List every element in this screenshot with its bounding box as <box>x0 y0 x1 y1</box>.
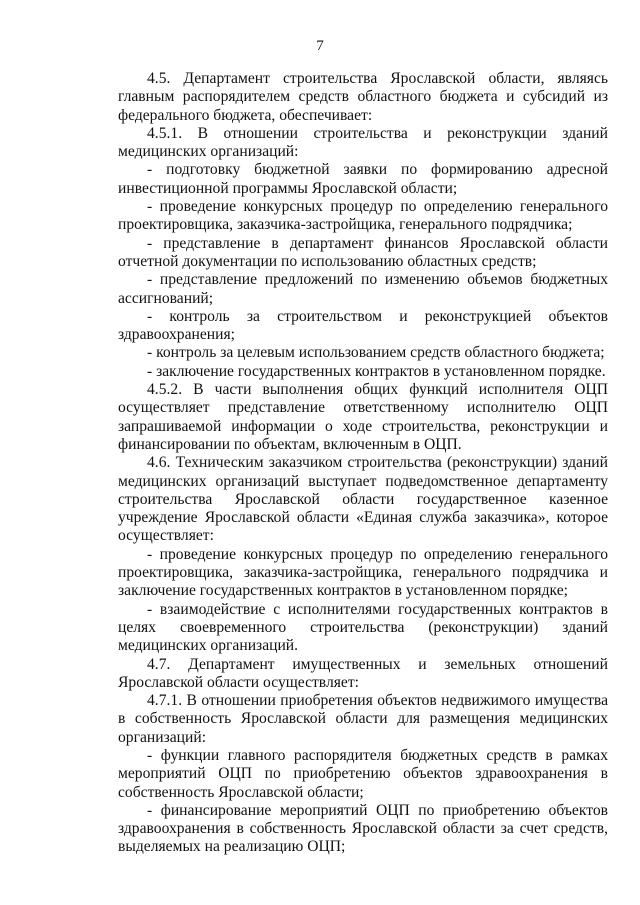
paragraph: 4.5.1. В отношении строительства и реконструкции зданий медицинских организаций: <box>118 124 608 161</box>
paragraph: - контроль за целевым использованием средств областного бюджета; <box>147 344 605 362</box>
paragraph: - финансирование мероприятий ОЦП по приобретению объектов здравоохранения в собственность Ярославской области за счет средств, выделяемых на реализацию ОЦП; <box>118 801 608 856</box>
paragraph: 4.7.1. В отношении приобретения объектов недвижимого имущества в собственность Ярославской области для размещения медицинских организаций: <box>118 692 608 746</box>
paragraph: 4.5.2. В части выполнения общих функций исполнителя ОЦП осуществляет представление ответственному исполнителю ОЦП запрашиваемой информации о ходе строительства, реконструкции и финансировании по объектам, включенным в ОЦП. <box>118 381 608 453</box>
paragraph: 4.5. Департамент строительства Ярославской области, являясь главным распорядителем средств областного бюджета и субсидий из федерального бюджета, обеспечивает: <box>118 70 608 124</box>
document-body <box>118 70 608 857</box>
paragraph: - представление в департамент финансов Ярославской области отчетной документации по использованию областных средств; <box>118 234 608 270</box>
paragraph: - проведение конкурсных процедур по определению генерального проектировщика, заказчика-застройщика, генерального подрядчика; <box>118 198 608 234</box>
paragraph: 4.7. Департамент имущественных и земельных отношений Ярославской области осуществляет: <box>118 655 608 691</box>
paragraph: - подготовку бюджетной заявки по формированию адресной инвестиционной программы Ярославской области; <box>118 161 608 197</box>
paragraph: - представление предложений по изменению объемов бюджетных ассигнований; <box>118 271 608 307</box>
page-number: 7 <box>316 38 324 54</box>
paragraph: 4.6. Техническим заказчиком строительства (реконструкции) зданий медицинских организаций выступает подведомственное департаменту строительства Ярославской области государственное казенное учреждение Ярославской области «Единая служба заказчика», которое осуществляет: <box>118 454 608 545</box>
paragraph: - контроль за строительством и реконструкцией объектов здравоохранения; <box>118 307 608 344</box>
paragraph: - заключение государственных контрактов в установленном порядке. <box>147 362 606 380</box>
paragraph: - функции главного распорядителя бюджетных средств в рамках мероприятий ОЦП по приобретению объектов здравоохранения в собственность Ярославской области; <box>118 746 608 801</box>
paragraph: - взаимодействие с исполнителями государственных контрактов в целях своевременного строительства (реконструкции) зданий медицинских организаций. <box>118 600 608 655</box>
paragraph: - проведение конкурсных процедур по определению генерального проектировщика, заказчика-застройщика, генерального подрядчика и заключение государственных контрактов в установленном порядке; <box>118 545 608 600</box>
